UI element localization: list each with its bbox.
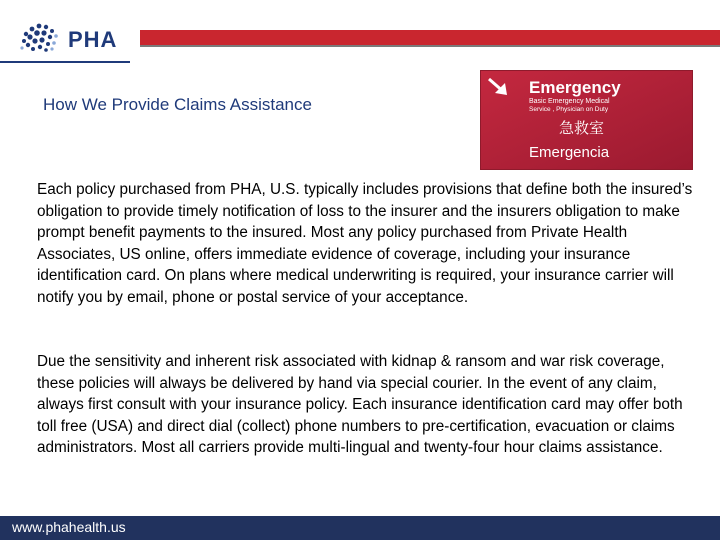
sign-line-2: Basic Emergency Medical: [529, 98, 610, 105]
header-accent-rule: [140, 45, 720, 47]
sign-line-5: Emergencia: [529, 144, 610, 161]
globe-icon: [18, 20, 64, 56]
body-paragraph-2: Due the sensitivity and inherent risk associated with kidnap & ransom and war risk coverage, these policies will always be delivered by hand via special courier. In the event of any claim, always first consult with your insurance policy. Each insurance identification card may offer both toll free (USA) and direct dial (collect) phone numbers to pre-certification, evacuation or claims administrators. Most all carriers provide multi-lingual and twenty-four hour claims assistance.: [37, 353, 683, 457]
sign-line-3: Service , Physician on Duty: [529, 106, 609, 113]
body-paragraph-1: Each policy purchased from PHA, U.S. typically includes provisions that define both the insured’s obligation to provide timely notification of loss to the insurer and the insurers obligation to make prompt benefit payments to the insured. Most any policy purchased from Private Health Associates, US online, offers immediate evidence of coverage, including your insurance identification card. On plans where medical underwriting is required, your insurance carrier will notify you by email, phone or postal service of your acceptance.: [37, 181, 693, 306]
sign-line-4: 急救室: [559, 119, 605, 137]
slide-title: How We Provide Claims Assistance: [43, 95, 312, 114]
header-accent-bar: [140, 30, 720, 45]
sign-line-1: Emergency: [529, 78, 621, 97]
footer-url[interactable]: www.phahealth.us: [12, 519, 126, 535]
logo-divider: [0, 61, 130, 63]
emergency-sign-photo: [480, 70, 693, 170]
logo-wordmark: PHA: [68, 27, 118, 52]
